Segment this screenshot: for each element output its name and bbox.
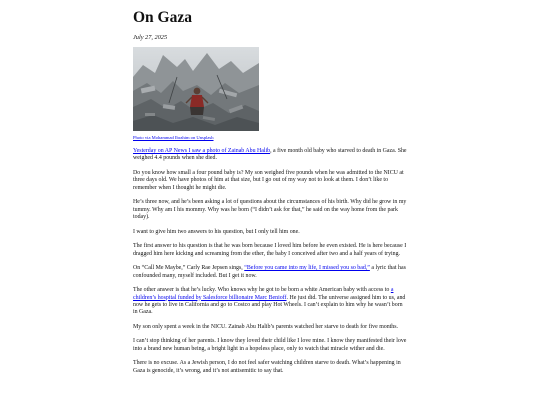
paragraph: On “Call Me Maybe,” Carly Rae Jepsen sings, “Before you came into my life, I missed you so bad,” a lyric that has confounded many, myself included. But I get it now. bbox=[133, 265, 406, 279]
post-date: July 27, 2025 bbox=[133, 34, 168, 41]
paragraph: There is no excuse. As a Jewish person, I do not feel safer watching children starve to death. What’s happening in Gaza is genocide, it’s wrong, and it’s not antisemitic to say that. bbox=[133, 360, 401, 374]
paragraph: Do you know how small a four pound baby is? My son weighed five pounds when he was admitted to the NICU at three days old. We have photos of him at that size, but I go out of my way not to look at them. I don’t like to remember when I thought he might die. bbox=[133, 169, 404, 191]
paragraph: The other answer is that he’s lucky. Who knows why he got to be born a white American baby with access to a children’s hospital funded by Salesforce billionaire Marc Benioff. He just did. The universe assigned him to us, and now he gets to live in California and go to Costco and play Hot Wheels. I can’t explain to him why he wasn’t born in Gaza. bbox=[133, 287, 406, 316]
header-photo bbox=[133, 47, 259, 131]
paragraph: He’s three now, and he’s been asking a lot of questions about the circumstances of his birth. Why did he grow in my tummy. Why am I his mommy. Why was he born (“I didn’t ask for that,” he said on the way home from the park today). bbox=[133, 199, 407, 220]
paragraph: I can’t stop thinking of her parents. I know they loved their child like I love mine. I know they manifested their love into a brand new human being, a bright light in a hopeless place, only to watch that miracle wither and die. bbox=[133, 338, 407, 352]
ap-news-link[interactable]: Yesterday on AP News I saw a photo of Zainab Abu Halib bbox=[133, 148, 271, 154]
article-body bbox=[133, 148, 408, 375]
hospital-link[interactable]: a children’s hospital funded by Salesforce billionaire Marc Benioff bbox=[133, 287, 394, 301]
paragraph: My son only spent a week in the NICU. Zainab Abu Halib’s parents watched her starve to death for five months. bbox=[133, 323, 399, 330]
post-title: On Gaza bbox=[133, 9, 192, 26]
paragraph: I want to give him two answers to his question, but I only tell him one. bbox=[133, 228, 300, 235]
photo-credit-link[interactable]: Photo via Mohammad Ibrahim on Unsplash bbox=[133, 135, 214, 140]
song-lyric-link[interactable]: “Before you came into my life, I missed you so bad,” bbox=[244, 265, 370, 272]
paragraph: The first answer to his question is that he was born because I loved him before he even existed. He is here because I dragged him here kicking and screaming from the ether, the baby I conceived after two and a half years of trying. bbox=[133, 243, 407, 257]
paragraph: Yesterday on AP News I saw a photo of Zainab Abu Halib, a five month old baby who starved to death in Gaza. She weighed 4.4 pounds when she died. bbox=[133, 148, 407, 162]
